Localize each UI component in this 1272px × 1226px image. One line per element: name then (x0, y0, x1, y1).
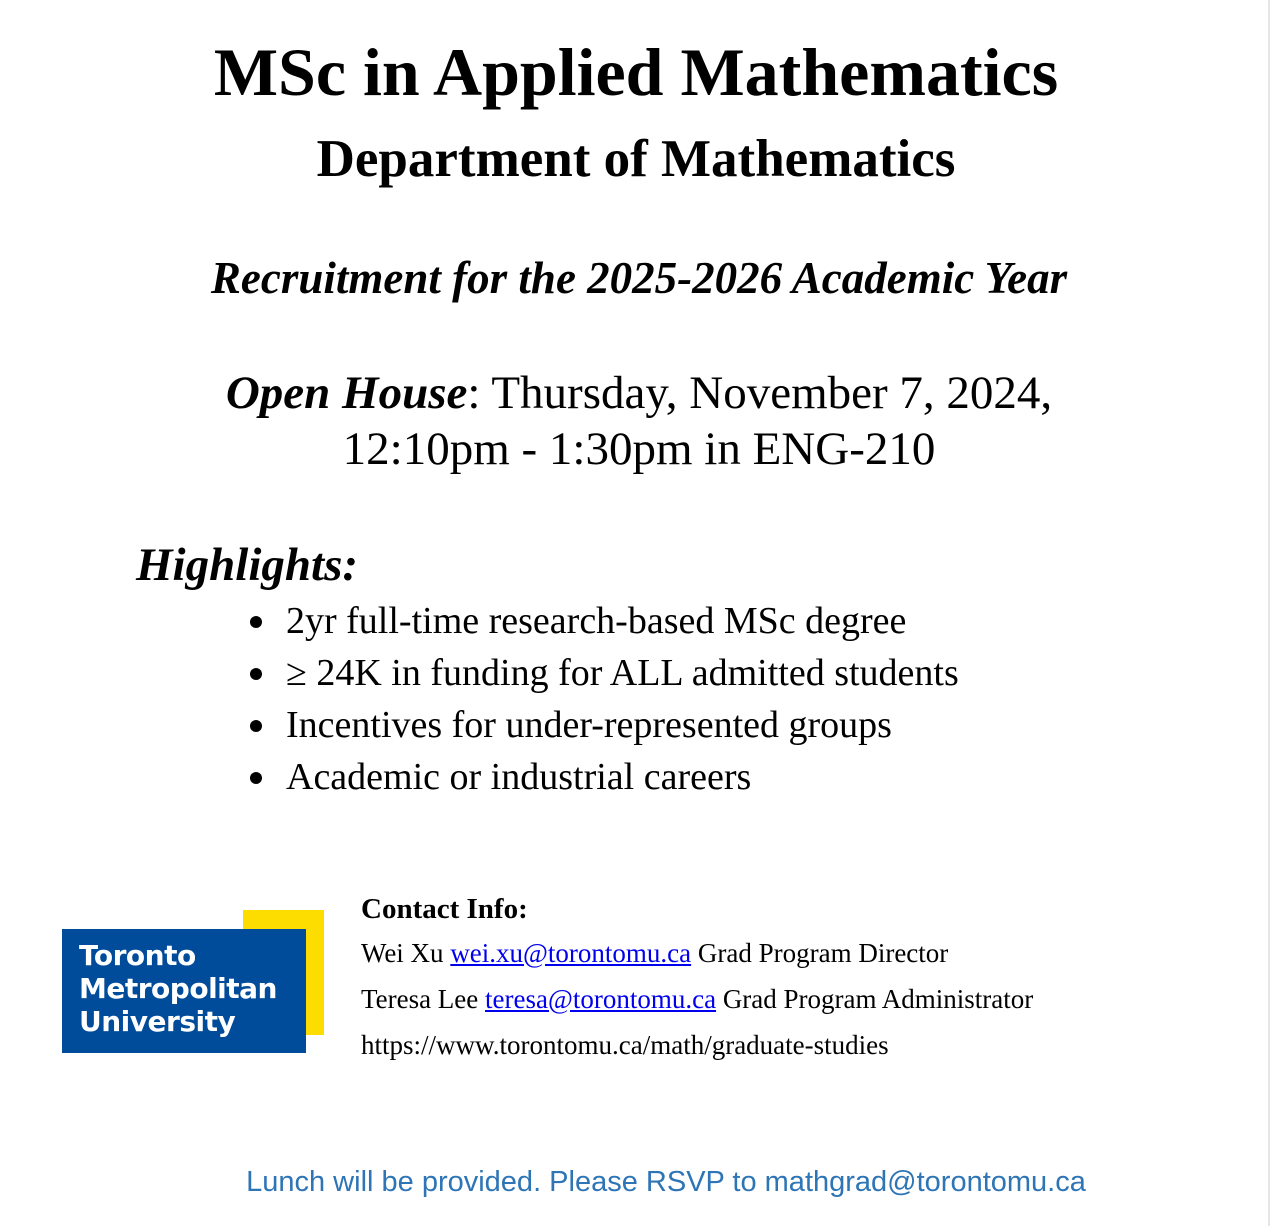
university-logo (62, 910, 324, 1053)
logo-line-1: Toronto (79, 939, 196, 972)
open-house-separator: : (467, 367, 492, 419)
highlight-text: 2yr full-time research-based MSc degree (286, 600, 907, 642)
recruitment-heading: Recruitment for the 2025-2026 Academic Year (210, 253, 1068, 303)
bullet-icon (250, 616, 262, 628)
contact-name: Teresa Lee (361, 984, 479, 1014)
contact-role: Grad Program Administrator (722, 984, 1034, 1014)
highlight-text: Incentives for under-represented groups (286, 704, 892, 746)
email-link-director[interactable]: wei.xu@torontomu.ca (450, 938, 692, 968)
open-house-label: Open House (225, 367, 468, 419)
list-item (248, 700, 959, 752)
logo-line-2: Metropolitan (79, 972, 277, 1005)
highlight-text: Academic or industrial careers (286, 756, 752, 798)
bullet-icon (250, 720, 262, 732)
contact-name: Wei Xu (361, 938, 444, 968)
contact-role: Grad Program Director (697, 938, 949, 968)
highlights-list (248, 596, 959, 804)
bullet-icon (250, 772, 262, 784)
email-link-administrator[interactable]: teresa@torontomu.ca (485, 984, 717, 1014)
logo-line-3: University (79, 1005, 236, 1038)
department-subtitle: Department of Mathematics (316, 130, 956, 188)
logo-wordmark (79, 939, 277, 1038)
contact-info (361, 888, 1033, 1068)
open-house-date: Thursday, November 7, 2024, (491, 367, 1053, 419)
highlight-text: ≥ 24K in funding for ALL admitted students (286, 652, 959, 694)
page-title: MSc in Applied Mathematics (213, 34, 1059, 110)
lunch-rsvp-note: Lunch will be provided. Please RSVP to mathgrad@torontomu.ca (246, 1166, 1086, 1198)
list-item (248, 648, 959, 700)
list-item (248, 596, 959, 648)
contact-director (361, 930, 1033, 976)
list-item (248, 752, 959, 804)
open-house-time-location: 12:10pm - 1:30pm in ENG-210 (342, 423, 936, 475)
highlights-heading: Highlights: (136, 539, 359, 591)
open-house-info (0, 365, 1272, 477)
open-house-line-1 (0, 365, 1272, 421)
program-website: https://www.torontomu.ca/math/graduate-studies (361, 1030, 889, 1060)
bullet-icon (250, 668, 262, 680)
contact-administrator (361, 976, 1033, 1022)
contact-heading: Contact Info: (361, 893, 528, 925)
